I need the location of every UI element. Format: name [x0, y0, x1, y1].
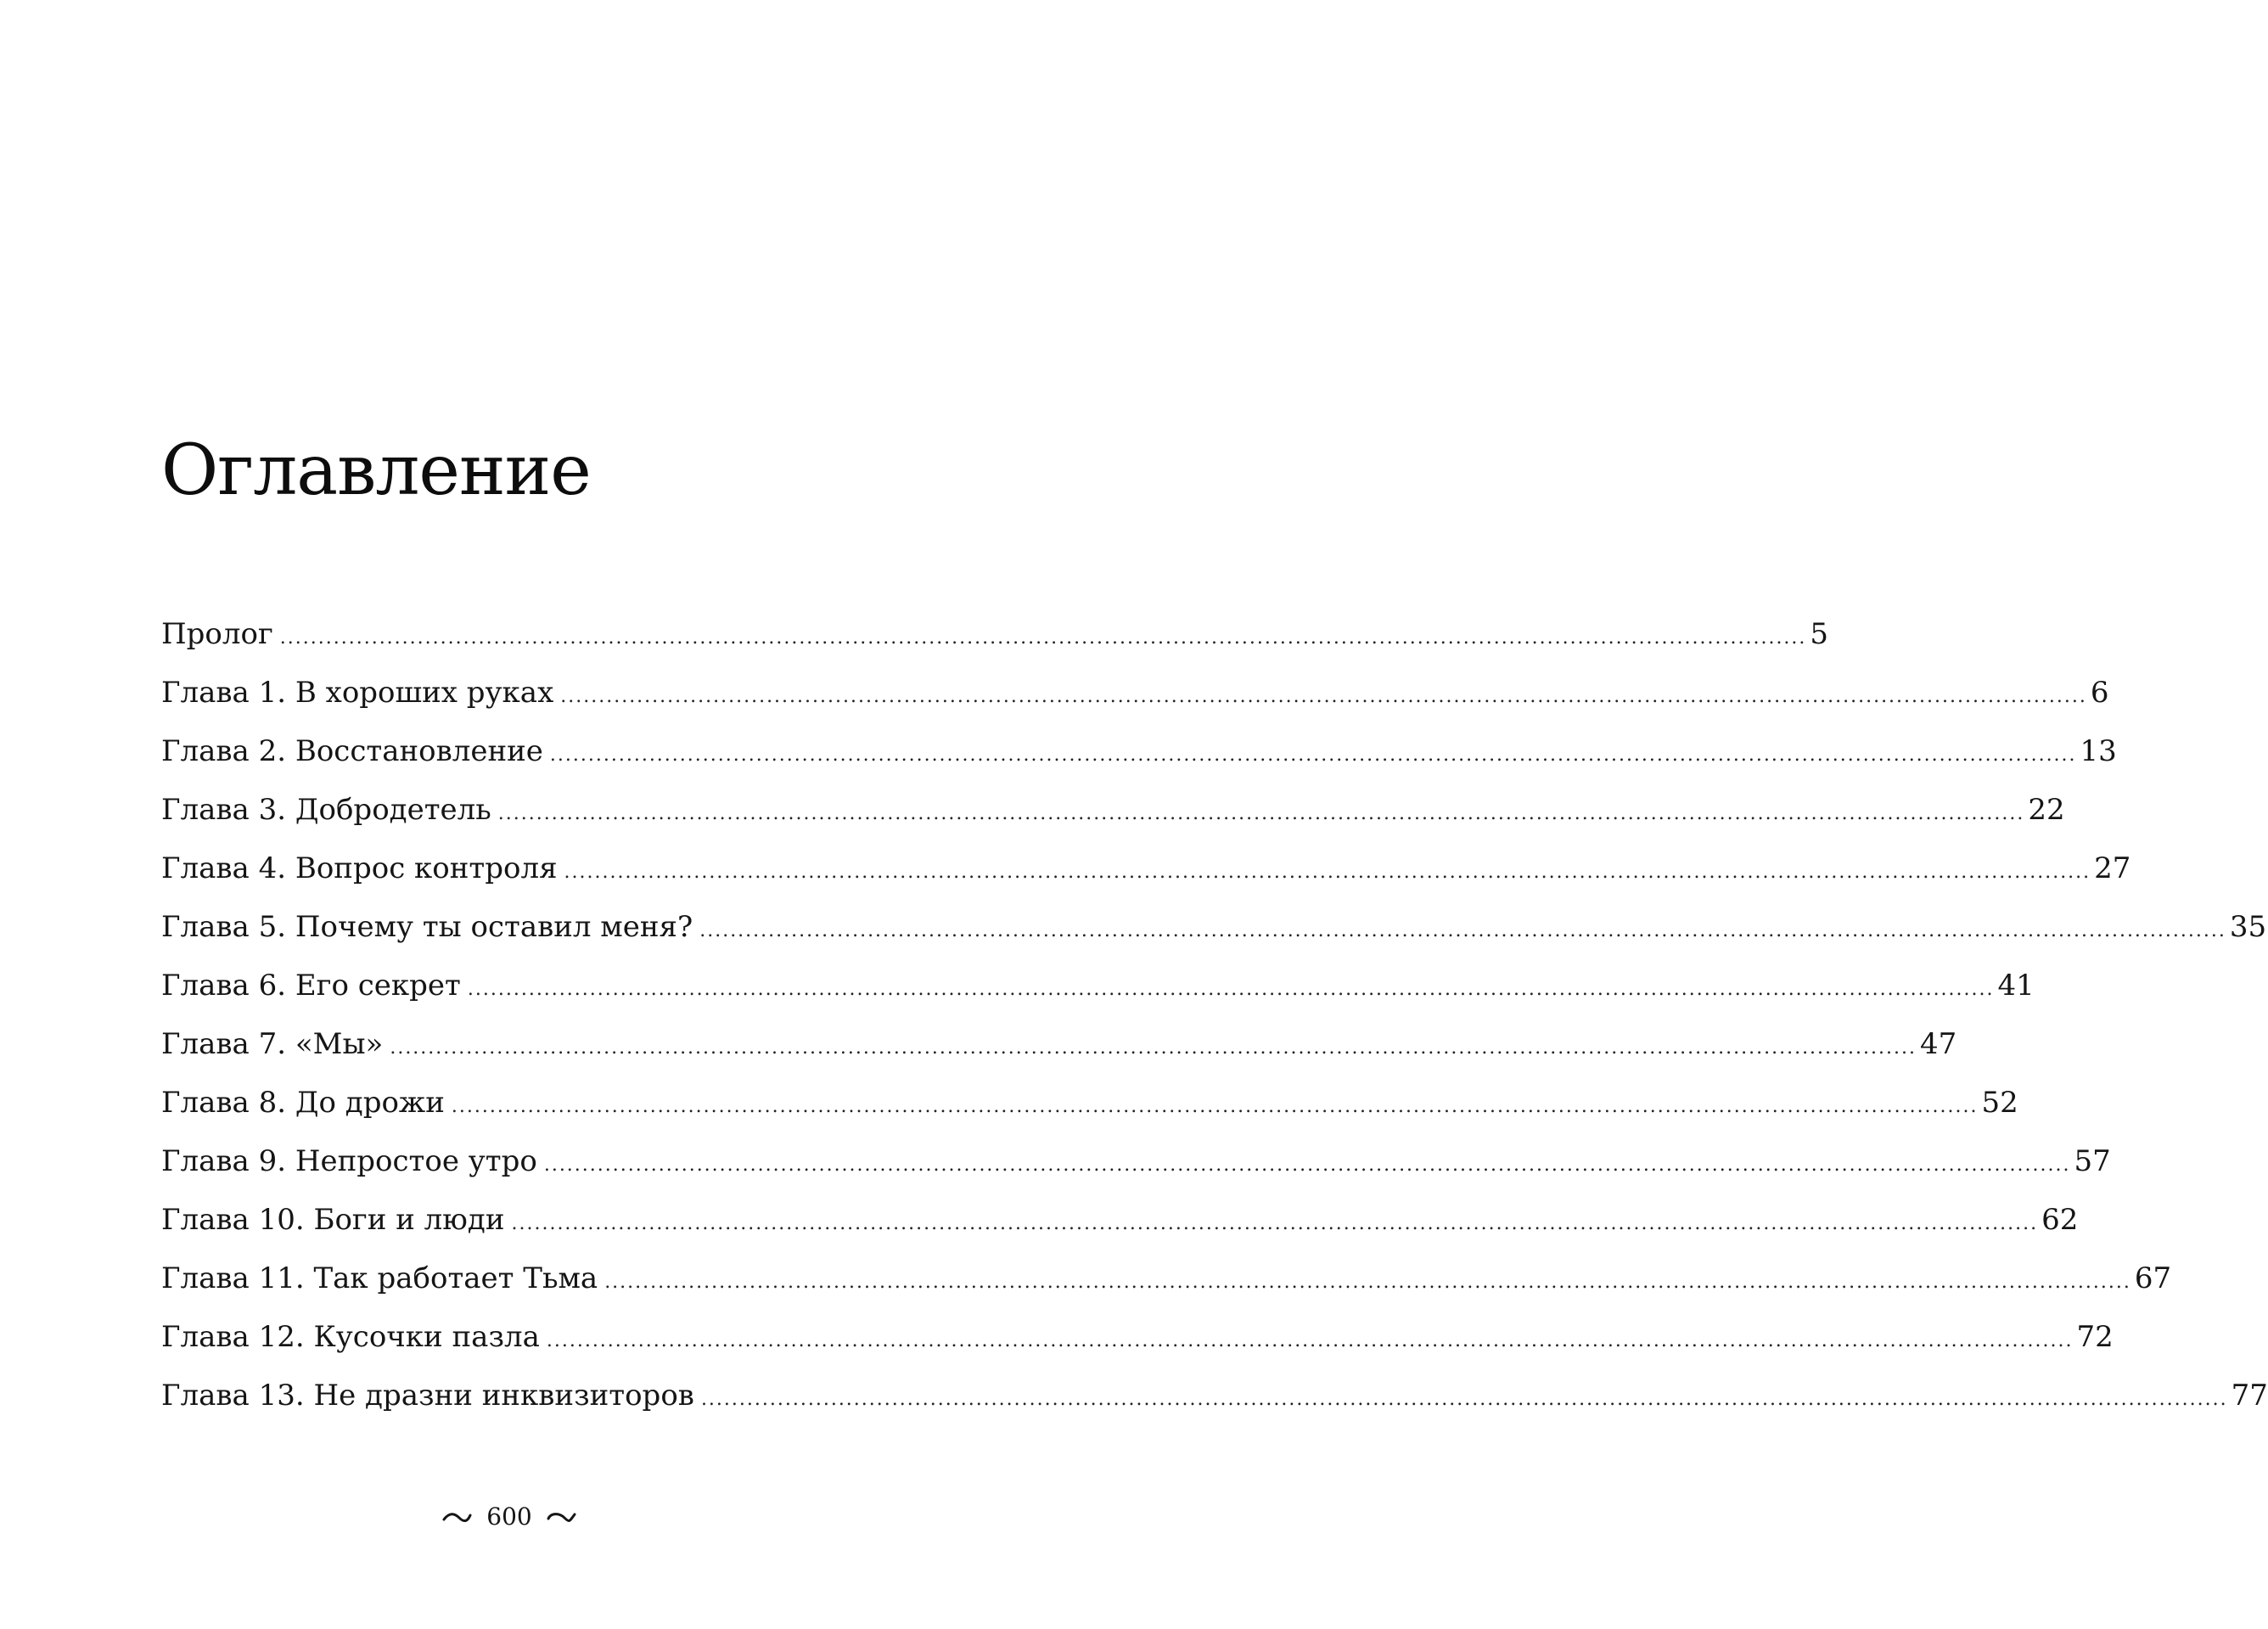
toc-entry: [161, 613, 1829, 671]
toc-entry-label: Пролог: [161, 617, 273, 651]
toc-dot-leader: ........................................................................................................................................................................................................: [564, 862, 2091, 883]
toc-entry: [161, 1199, 2079, 1257]
toc-entry-label: Глава 6. Его секрет: [161, 969, 461, 1003]
right-flourish-icon: [547, 1510, 576, 1524]
toc-entry: [161, 671, 2109, 730]
toc-entry-page: 77: [2231, 1379, 2268, 1413]
toc-dot-leader: ........................................................................................................................................................................................................: [279, 627, 1807, 649]
toc-entry: [161, 730, 2117, 789]
toc-entry-label: Глава 4. Вопрос контроля: [161, 851, 558, 885]
toc-entry: [161, 789, 2065, 847]
toc-entry-label: Глава 3. Добродетель: [161, 793, 491, 827]
toc-entry-label: Глава 7. «Мы»: [161, 1027, 384, 1061]
toc-entry-label: Глава 13. Не дразни инквизиторов: [161, 1379, 694, 1413]
toc-entry-page: 41: [1997, 969, 2035, 1003]
toc-entry-page: 47: [1919, 1027, 1957, 1061]
toc-entry-page: 52: [1981, 1086, 2018, 1120]
toc-dot-leader: ........................................................................................................................................................................................................: [543, 1154, 2071, 1176]
toc-dot-leader: ........................................................................................................................................................................................................: [604, 1272, 2131, 1293]
page-number: 600: [486, 1503, 532, 1531]
toc-entry: [161, 1316, 2114, 1374]
toc-entry-page: 72: [2076, 1320, 2114, 1354]
toc-entry-page: 13: [2080, 734, 2117, 768]
table-of-contents: [161, 613, 2268, 1433]
toc-entry: [161, 906, 2267, 964]
page-title: Оглавление: [161, 430, 591, 511]
toc-entry-label: Глава 1. В хороших руках: [161, 676, 554, 710]
toc-entry: [161, 1257, 2172, 1316]
toc-entry-label: Глава 11. Так работает Тьма: [161, 1261, 598, 1295]
toc-dot-leader: ........................................................................................................................................................................................................: [549, 744, 2077, 766]
toc-dot-leader: ........................................................................................................................................................................................................: [451, 1096, 1979, 1117]
toc-entry-page: 57: [2074, 1144, 2111, 1178]
toc-entry-label: Глава 8. До дрожи: [161, 1086, 445, 1120]
toc-entry-page: 5: [1810, 617, 1829, 651]
toc-dot-leader: ........................................................................................................................................................................................................: [390, 1037, 1917, 1059]
toc-entry: [161, 1140, 2111, 1199]
toc-entry-page: 27: [2094, 851, 2131, 885]
toc-entry: [161, 1374, 2268, 1433]
page-footer: [0, 1503, 1019, 1531]
toc-dot-leader: ........................................................................................................................................................................................................: [700, 1389, 2228, 1410]
toc-dot-leader: ........................................................................................................................................................................................................: [511, 1213, 2039, 1234]
toc-entry-label: Глава 5. Почему ты оставил меня?: [161, 910, 693, 944]
toc-dot-leader: ........................................................................................................................................................................................................: [497, 803, 2025, 824]
toc-dot-leader: ........................................................................................................................................................................................................: [546, 1330, 2074, 1351]
toc-entry-page: 35: [2229, 910, 2267, 944]
toc-entry: [161, 964, 2035, 1023]
toc-entry-label: Глава 12. Кусочки пазла: [161, 1320, 540, 1354]
toc-dot-leader: ........................................................................................................................................................................................................: [467, 979, 1995, 1000]
toc-dot-leader: ........................................................................................................................................................................................................: [560, 686, 2087, 707]
toc-entry-label: Глава 2. Восстановление: [161, 734, 543, 768]
toc-entry-label: Глава 10. Боги и люди: [161, 1203, 505, 1237]
toc-entry: [161, 847, 2131, 906]
left-flourish-icon: [442, 1510, 471, 1524]
toc-entry-page: 22: [2028, 793, 2065, 827]
toc-entry-page: 6: [2090, 676, 2109, 710]
toc-entry-page: 67: [2134, 1261, 2172, 1295]
toc-entry: [161, 1023, 1957, 1081]
toc-entry-page: 62: [2041, 1203, 2079, 1237]
toc-entry: [161, 1081, 2018, 1140]
toc-dot-leader: ........................................................................................................................................................................................................: [699, 920, 2226, 941]
toc-entry-label: Глава 9. Непростое утро: [161, 1144, 537, 1178]
